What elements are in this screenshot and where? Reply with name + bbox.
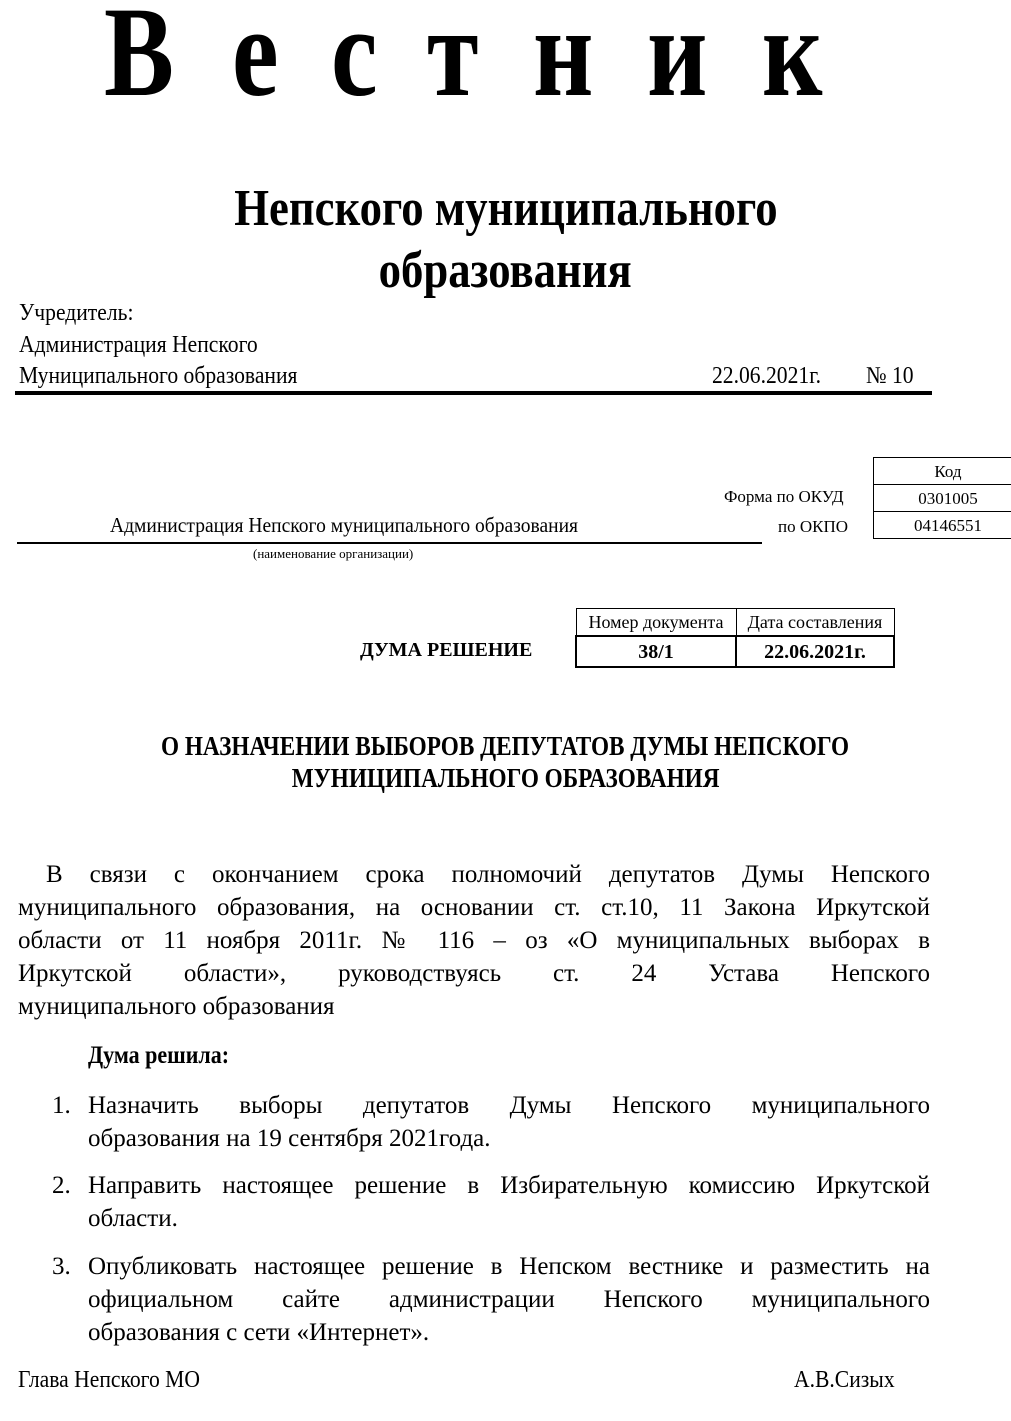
masthead-subtitle-text: Непского муниципального bbox=[233, 180, 778, 237]
decision-title-line1 bbox=[0, 733, 1011, 760]
founder-label bbox=[19, 301, 146, 325]
number-header: Номер документа bbox=[576, 609, 736, 637]
document-type: ДУМА РЕШЕНИЕ bbox=[360, 639, 533, 661]
okpo-label: по ОКПО bbox=[778, 517, 849, 536]
item-number: 3. bbox=[52, 1253, 71, 1280]
issue-date-text: 22.06.2021г. bbox=[712, 363, 822, 389]
item-number: 2. bbox=[52, 1172, 71, 1199]
decision-intro-text: Дума решила: bbox=[88, 1042, 230, 1069]
organization-underline bbox=[17, 542, 762, 544]
item-number: 1. bbox=[52, 1092, 71, 1119]
preamble-line: муниципального образования bbox=[18, 993, 335, 1020]
masthead-letter: и bbox=[647, 0, 708, 123]
item-line: Направить настоящее решение в Избирательную комиссию Иркутской bbox=[88, 1172, 930, 1199]
masthead-letter: В bbox=[104, 0, 175, 123]
masthead-letter: с bbox=[331, 0, 378, 123]
organization-caption: (наименование организации) bbox=[253, 546, 414, 561]
item-line: официальном сайте администрации Непского муниципального bbox=[88, 1286, 930, 1313]
code-header: Код bbox=[874, 458, 1011, 485]
masthead-letter: к bbox=[762, 0, 823, 123]
organization-name bbox=[110, 515, 613, 536]
signature-name bbox=[794, 1368, 906, 1392]
founder-line2-text: Муниципального образования bbox=[19, 363, 298, 389]
decision-title-text: МУНИЦИПАЛЬНОГО ОБРАЗОВАНИЯ bbox=[291, 763, 720, 793]
signature-name-text: А.В.Сизых bbox=[794, 1367, 895, 1393]
okud-label: Форма по ОКУД bbox=[724, 487, 844, 506]
item-line: области. bbox=[88, 1205, 178, 1232]
item-line: образования на 19 сентября 2021года. bbox=[88, 1125, 491, 1152]
okpo-code: 04146551 bbox=[874, 512, 1011, 539]
masthead-letter: е bbox=[232, 0, 279, 123]
issue-number-text: № 10 bbox=[866, 363, 914, 389]
decision-title-text: О НАЗНАЧЕНИИ ВЫБОРОВ ДЕПУТАТОВ ДУМЫ НЕПСКОГО bbox=[161, 731, 850, 761]
okud-code: 0301005 bbox=[874, 485, 1011, 512]
preamble-line: В связи с окончанием срока полномочий депутатов Думы Непского bbox=[46, 861, 930, 888]
document-number: 38/1 bbox=[576, 636, 736, 667]
masthead-subtitle-text: образования bbox=[378, 242, 633, 299]
founder-label-text: Учредитель: bbox=[19, 300, 134, 326]
decision-intro bbox=[88, 1043, 248, 1068]
masthead-subtitle-line2 bbox=[0, 242, 1011, 299]
founder-line1 bbox=[19, 333, 284, 357]
masthead-letter: т bbox=[427, 0, 479, 123]
item-line: Опубликовать настоящее решение в Непском вестнике и разместить на bbox=[88, 1253, 930, 1280]
preamble-line: области от 11 ноября 2011г. № 116 – оз «О муниципальных выборах в bbox=[18, 927, 930, 954]
organization-name-text: Администрация Непского муниципального образования bbox=[110, 513, 579, 537]
founder-line1-text: Администрация Непского bbox=[19, 332, 258, 358]
issue-number bbox=[866, 364, 919, 388]
preamble-line: Иркутской области», руководствуясь ст. 24 Устава Непского bbox=[18, 960, 930, 987]
codes-table bbox=[873, 457, 1011, 539]
founder-line2 bbox=[19, 364, 328, 388]
signature-position bbox=[18, 1368, 220, 1392]
date-header: Дата составления bbox=[736, 609, 894, 637]
decision-title-line2 bbox=[0, 765, 1011, 792]
signature-position-text: Глава Непского МО bbox=[18, 1367, 200, 1393]
document-date: 22.06.2021г. bbox=[736, 636, 894, 667]
item-line: образования с сети «Интернет». bbox=[88, 1319, 430, 1346]
masthead-letter: н bbox=[533, 0, 594, 123]
masthead-subtitle-line1 bbox=[0, 180, 1011, 237]
preamble-line: муниципального образования, на основании ст. ст.10, 11 Закона Иркутской bbox=[18, 894, 930, 921]
item-line: Назначить выборы депутатов Думы Непского муниципального bbox=[88, 1092, 930, 1119]
issue-date bbox=[712, 364, 833, 388]
masthead-divider bbox=[15, 391, 932, 395]
document-table bbox=[575, 608, 895, 668]
